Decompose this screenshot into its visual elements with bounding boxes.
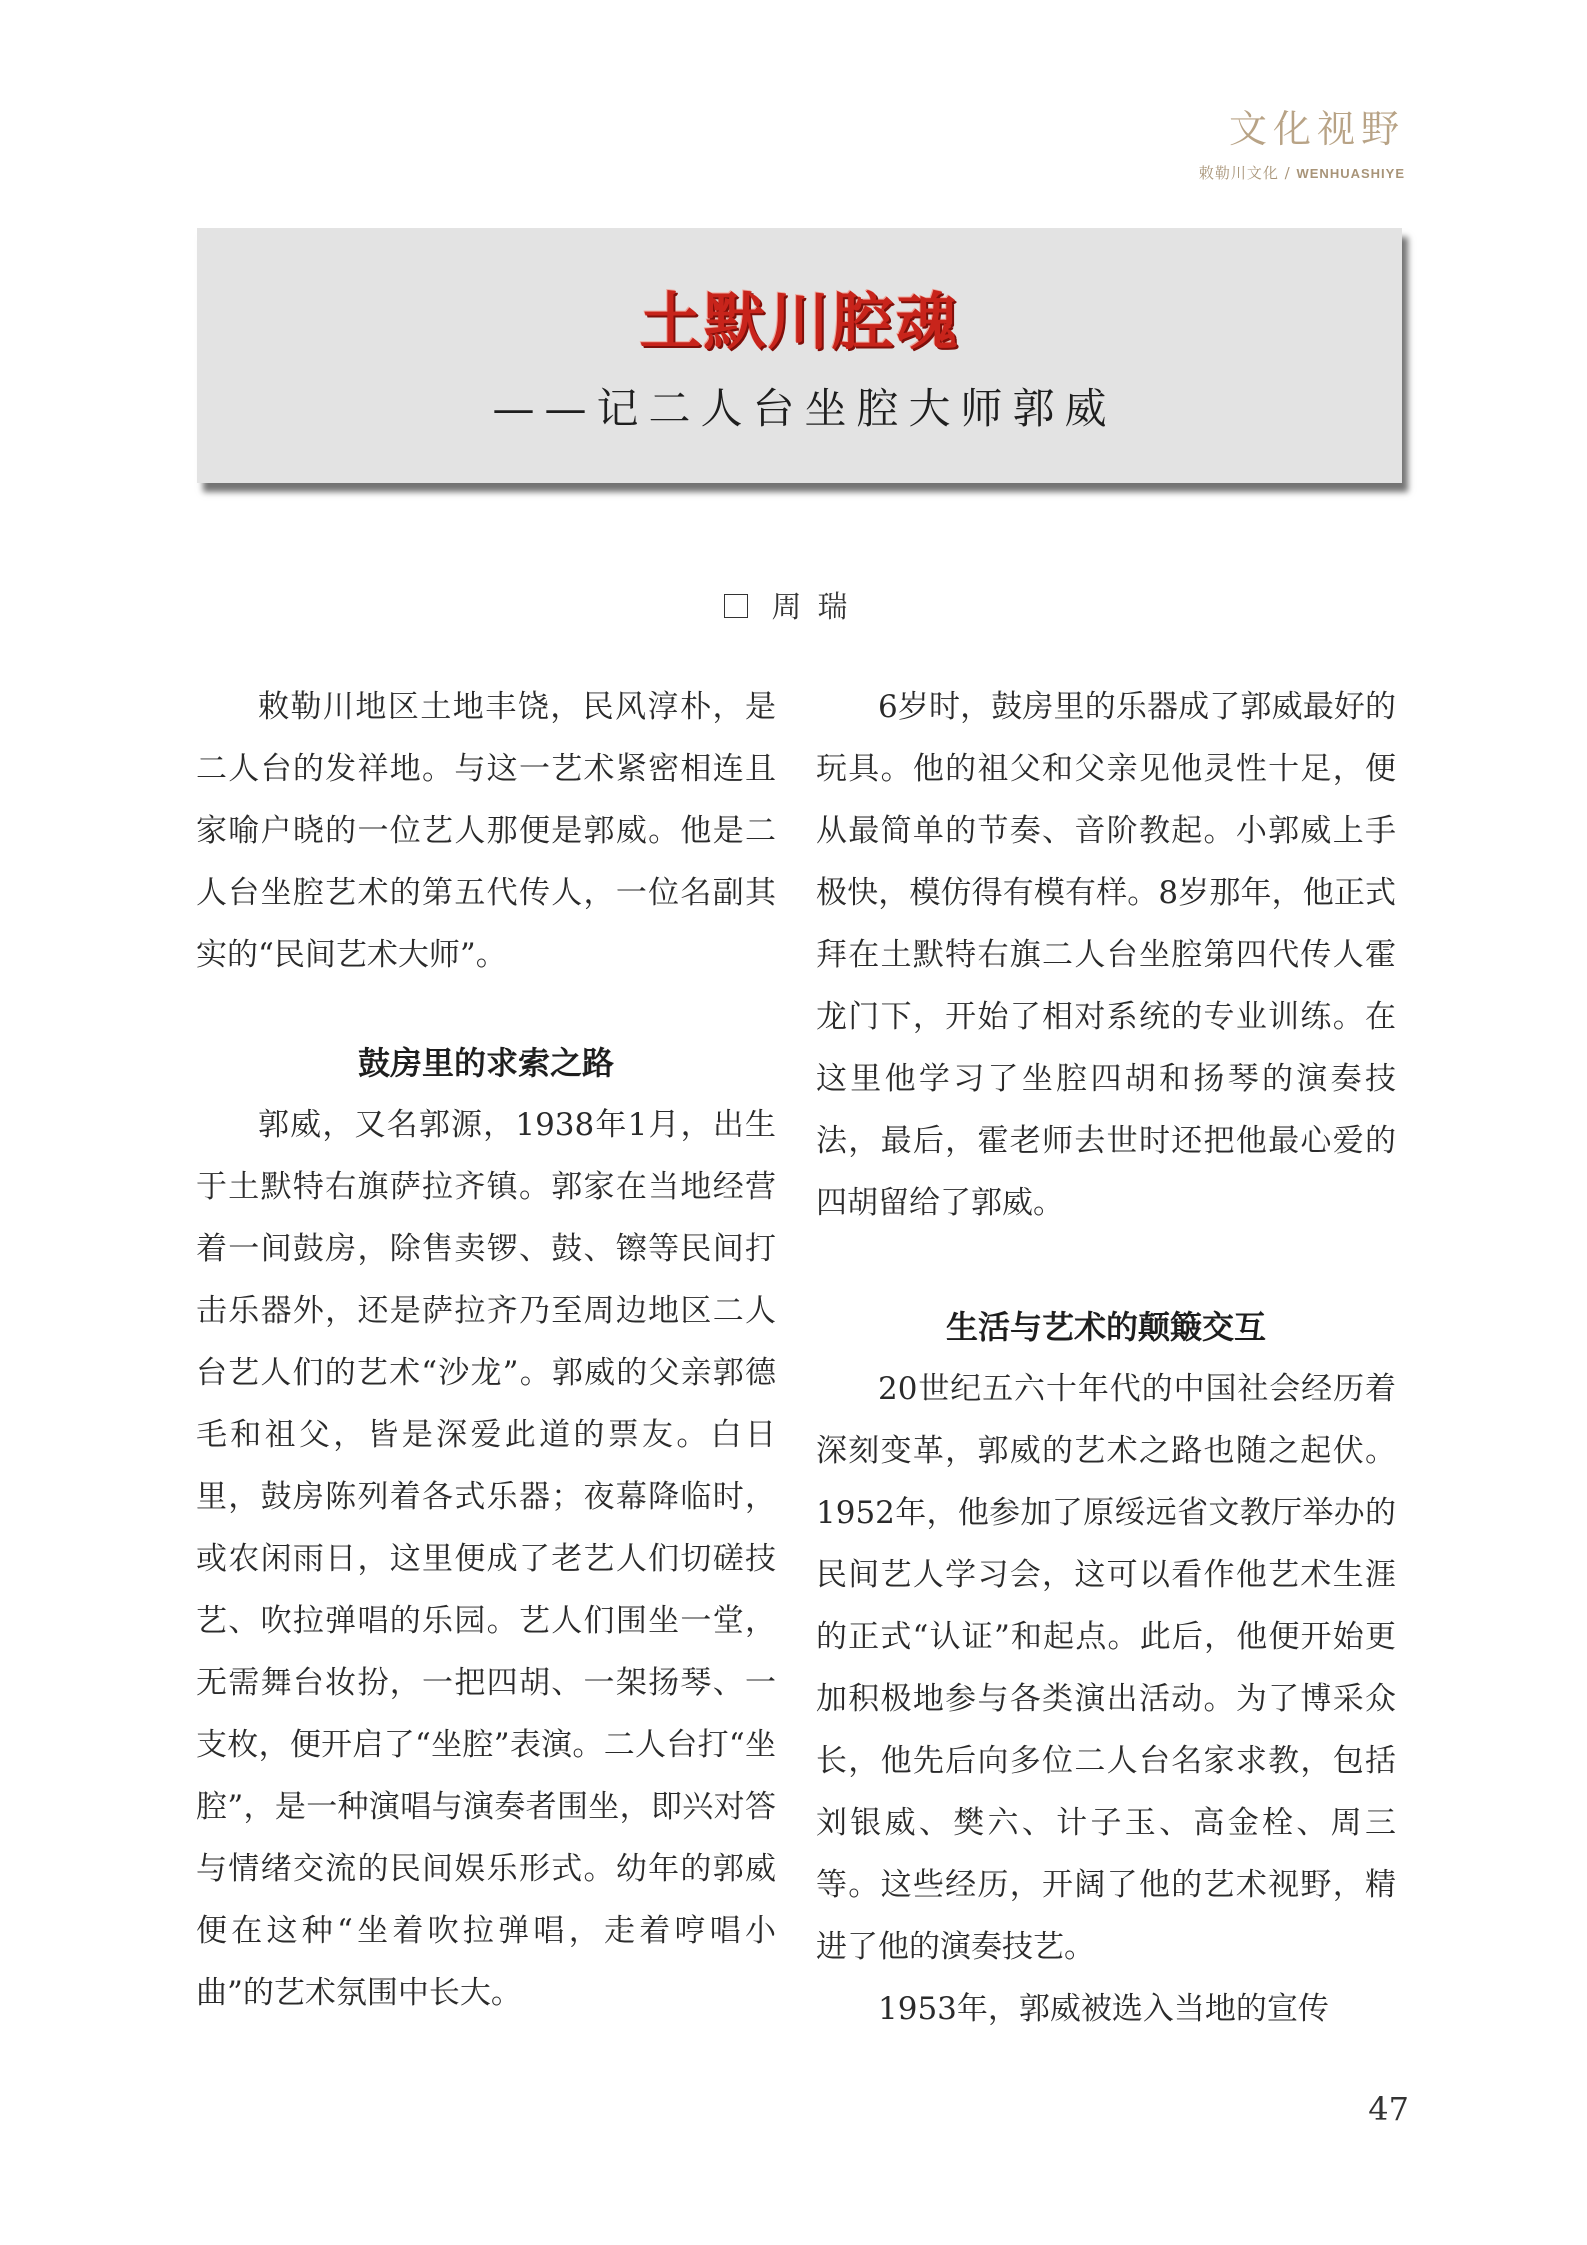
author-line: [0, 582, 1587, 626]
section-subtitle-en: WENHUASHIYE: [1296, 166, 1405, 181]
spacer: [816, 1234, 1396, 1296]
body-paragraph-2: 6岁时，鼓房里的乐器成了郭威最好的玩具。他的祖父和父亲见他灵性十足，便从最简单的节奏、音阶教起。小郭威上手极快，模仿得有模有样。8岁那年，他正式拜在土默特右旗二人台坐腔第四代传人霍龙门下，开始了相对系统的专业训练。在这里他学习了坐腔四胡和扬琴的演奏技法，最后，霍老师去世时还把他最心爱的四胡留给了郭威。: [816, 689, 1396, 1221]
section-subtitle-cn: 敕勒川文化: [1198, 164, 1279, 182]
section-header: [1198, 107, 1405, 183]
section-heading-1: 鼓房里的求索之路: [357, 1044, 614, 1082]
section-title: 文化视野: [1228, 107, 1405, 151]
author-box-icon: [724, 594, 748, 618]
right-column: [816, 676, 1396, 2040]
spacer: [196, 986, 776, 1032]
page-number: 47: [1368, 2090, 1409, 2128]
author-name: 周瑞: [771, 590, 864, 625]
left-column: [196, 676, 776, 2024]
intro-paragraph: 敕勒川地区土地丰饶，民风淳朴，是二人台的发祥地。与这一艺术紧密相连且家喻户晓的一位艺人那便是郭威。他是二人台坐腔艺术的第五代传人，一位名副其实的“民间艺术大师”。: [196, 689, 776, 973]
section-heading-2: 生活与艺术的颠簸交互: [945, 1308, 1266, 1346]
section-subtitle: [1199, 162, 1405, 183]
body-paragraph-4: 1953年，郭威被选入当地的宣传: [878, 1991, 1329, 2027]
body-paragraph-3: 20世纪五六十年代的中国社会经历着深刻变革，郭威的艺术之路也随之起伏。1952年，他参加了原绥远省文教厅举办的民间艺人学习会，这可以看作他艺术生涯的正式“认证”和起点。此后，他便开始更加积极地参与各类演出活动。为了博采众长，他先后向多位二人台名家求教，包括刘银威、樊六、计子玉、高金栓、周三等。这些经历，开阔了他的艺术视野，精进了他的演奏技艺。: [816, 1371, 1396, 1965]
article-subtitle: ——记二人台坐腔大师郭威: [492, 384, 1117, 433]
section-subtitle-separator: /: [1284, 164, 1291, 182]
article-title-box: [197, 228, 1402, 483]
article-title: 土默川腔魂: [639, 285, 960, 358]
body-paragraph-1: 郭威，又名郭源，1938年1月，出生于土默特右旗萨拉齐镇。郭家在当地经营着一间鼓房，除售卖锣、鼓、镲等民间打击乐器外，还是萨拉齐乃至周边地区二人台艺人们的艺术“沙龙”。郭威的父亲郭德毛和祖父，皆是深爱此道的票友。白日里，鼓房陈列着各式乐器；夜幕降临时，或农闲雨日，这里便成了老艺人们切磋技艺、吹拉弹唱的乐园。艺人们围坐一堂，无需舞台妆扮，一把四胡、一架扬琴、一支枚，便开启了“坐腔”表演。二人台打“坐腔”，是一种演唱与演奏者围坐，即兴对答与情绪交流的民间娱乐形式。幼年的郭威便在这种“坐着吹拉弹唱，走着哼唱小曲”的艺术氛围中长大。: [196, 1107, 776, 2011]
